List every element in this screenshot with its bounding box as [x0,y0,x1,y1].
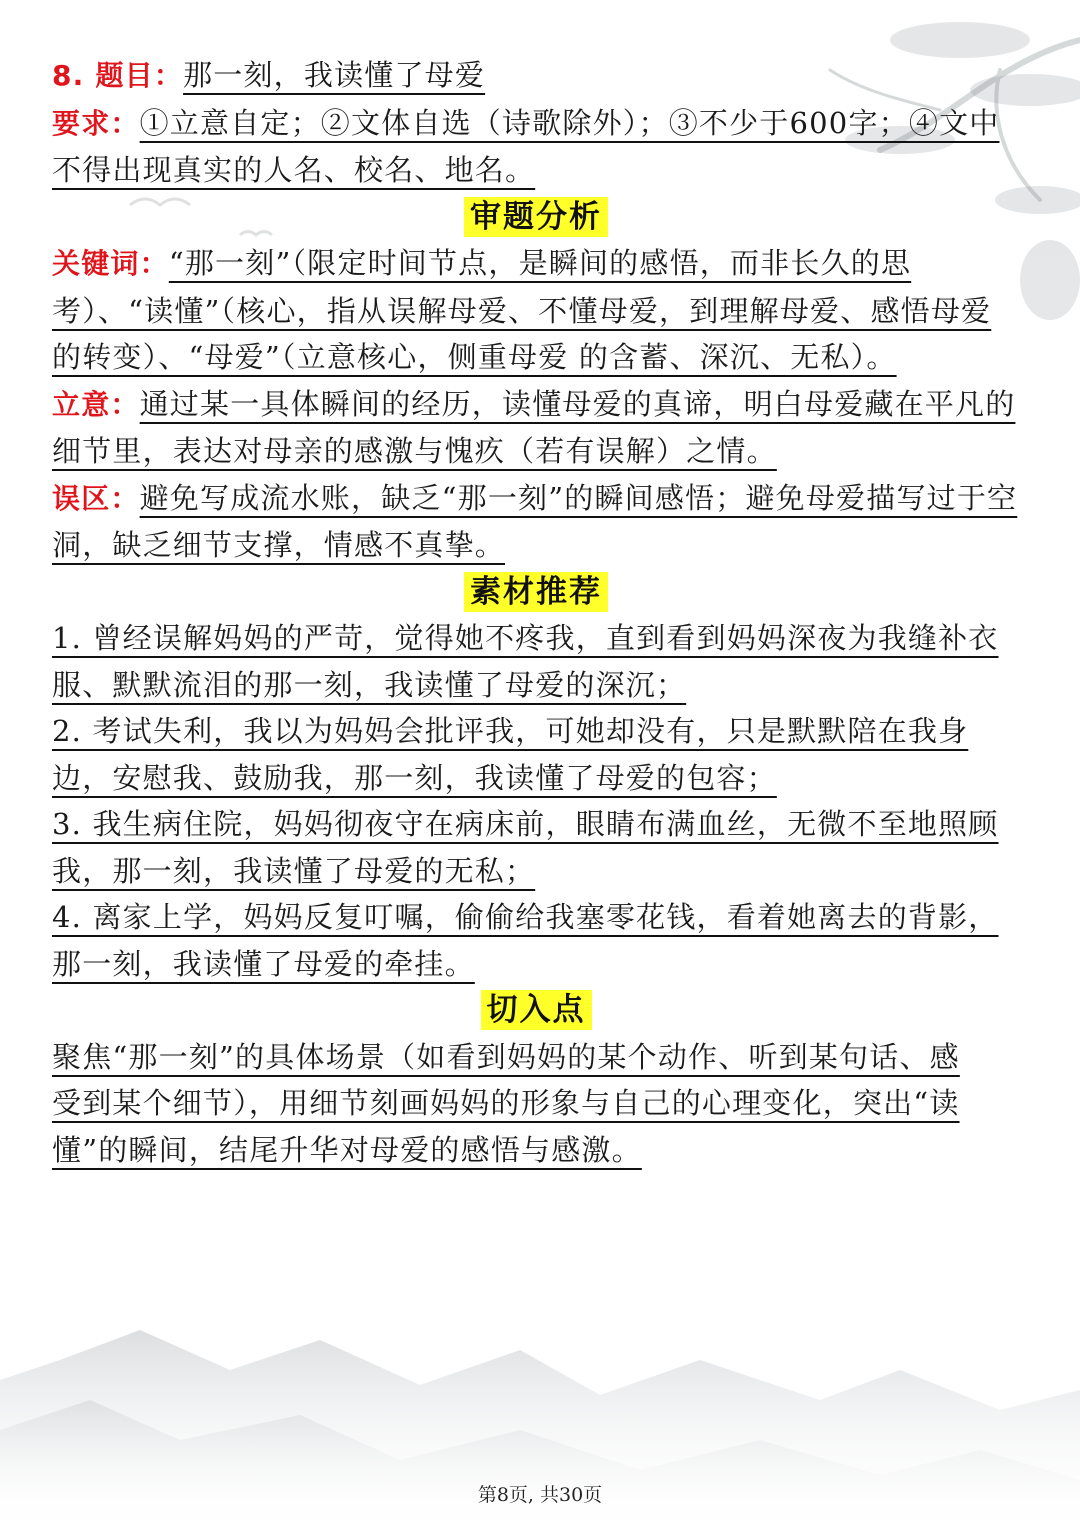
pitfalls-label: 误区： [52,481,140,515]
material-item-text: 3. 我生病住院，妈妈彻夜守在病床前，眼睛布满血丝，无微不至地照顾我，那一刻，我读懂了母爱的无私； [52,807,999,888]
entry-point-paragraph [52,1034,1020,1174]
question-title-text: 那一刻，我读懂了母爱 [183,58,486,92]
material-item [52,801,1020,894]
theme-label: 立意： [52,387,140,421]
material-item [52,894,1020,987]
material-item [52,615,1020,708]
theme-text: 通过某一具体瞬间的经历，读懂母爱的真谛，明白母爱藏在平凡的细节里，表达对母亲的感激与愧疚（若有误解）之情。 [52,386,1016,468]
theme-paragraph [52,381,1020,475]
question-title-label: 8. 题目： [52,59,184,92]
entry-point-heading: 切入点 [481,990,592,1030]
pitfalls-text: 避免写成流水账，缺乏“那一刻”的瞬间感悟；避免母爱描写过于空洞，缺乏细节支撑，情感不真挚。 [52,480,1018,562]
section-heading-analysis [52,194,1020,241]
document-body [52,52,1020,1173]
keywords-text: “那一刻”（限定时间节点，是瞬间的感悟，而非长久的思考）、“读懂”（核心，指从误解母爱、不懂母爱，到理解母爱、感悟母爱的转变）、“母爱”（立意核心，侧重母爱 的含蓄、深沉、无私）。 [52,246,992,374]
question-requirements [52,100,1020,194]
entry-point-text: 聚焦“那一刻”的具体场景（如看到妈妈的某个动作、听到某句话、感受到某个细节），用细节刻画妈妈的形象与自己的心理变化，突出“读懂”的瞬间，结尾升华对母爱的感悟与感激。 [52,1039,960,1167]
section-heading-entry-point [52,987,1020,1034]
question-title [52,52,1020,100]
analysis-heading: 审题分析 [464,197,608,237]
keywords-label: 关键词： [52,247,169,280]
material-item-text: 2. 考试失利，我以为妈妈会批评我，可她却没有，只是默默陪在我身边，安慰我、鼓励我，那一刻，我读懂了母爱的包容； [52,714,969,795]
material-item-text: 4. 离家上学，妈妈反复叮嘱，偷偷给我塞零花钱，看着她离去的背影，那一刻，我读懂了母爱的牵挂。 [52,900,999,981]
pitfalls-paragraph [52,475,1020,569]
keywords-paragraph [52,240,1020,381]
requirements-label: 要求： [52,106,140,140]
section-heading-materials [52,569,1020,616]
material-item-text: 1. 曾经误解妈妈的严苛，觉得她不疼我，直到看到妈妈深夜为我缝补衣服、默默流泪的那一刻，我读懂了母爱的深沉； [52,621,999,702]
materials-heading: 素材推荐 [464,572,608,612]
page-number-footer: 第8页, 共30页 [477,1484,603,1506]
material-item [52,708,1020,801]
requirements-text: ①立意自定；②文体自选（诗歌除外）；③不少于600字；④文中不得出现真实的人名、校名、地名。 [52,105,1000,187]
